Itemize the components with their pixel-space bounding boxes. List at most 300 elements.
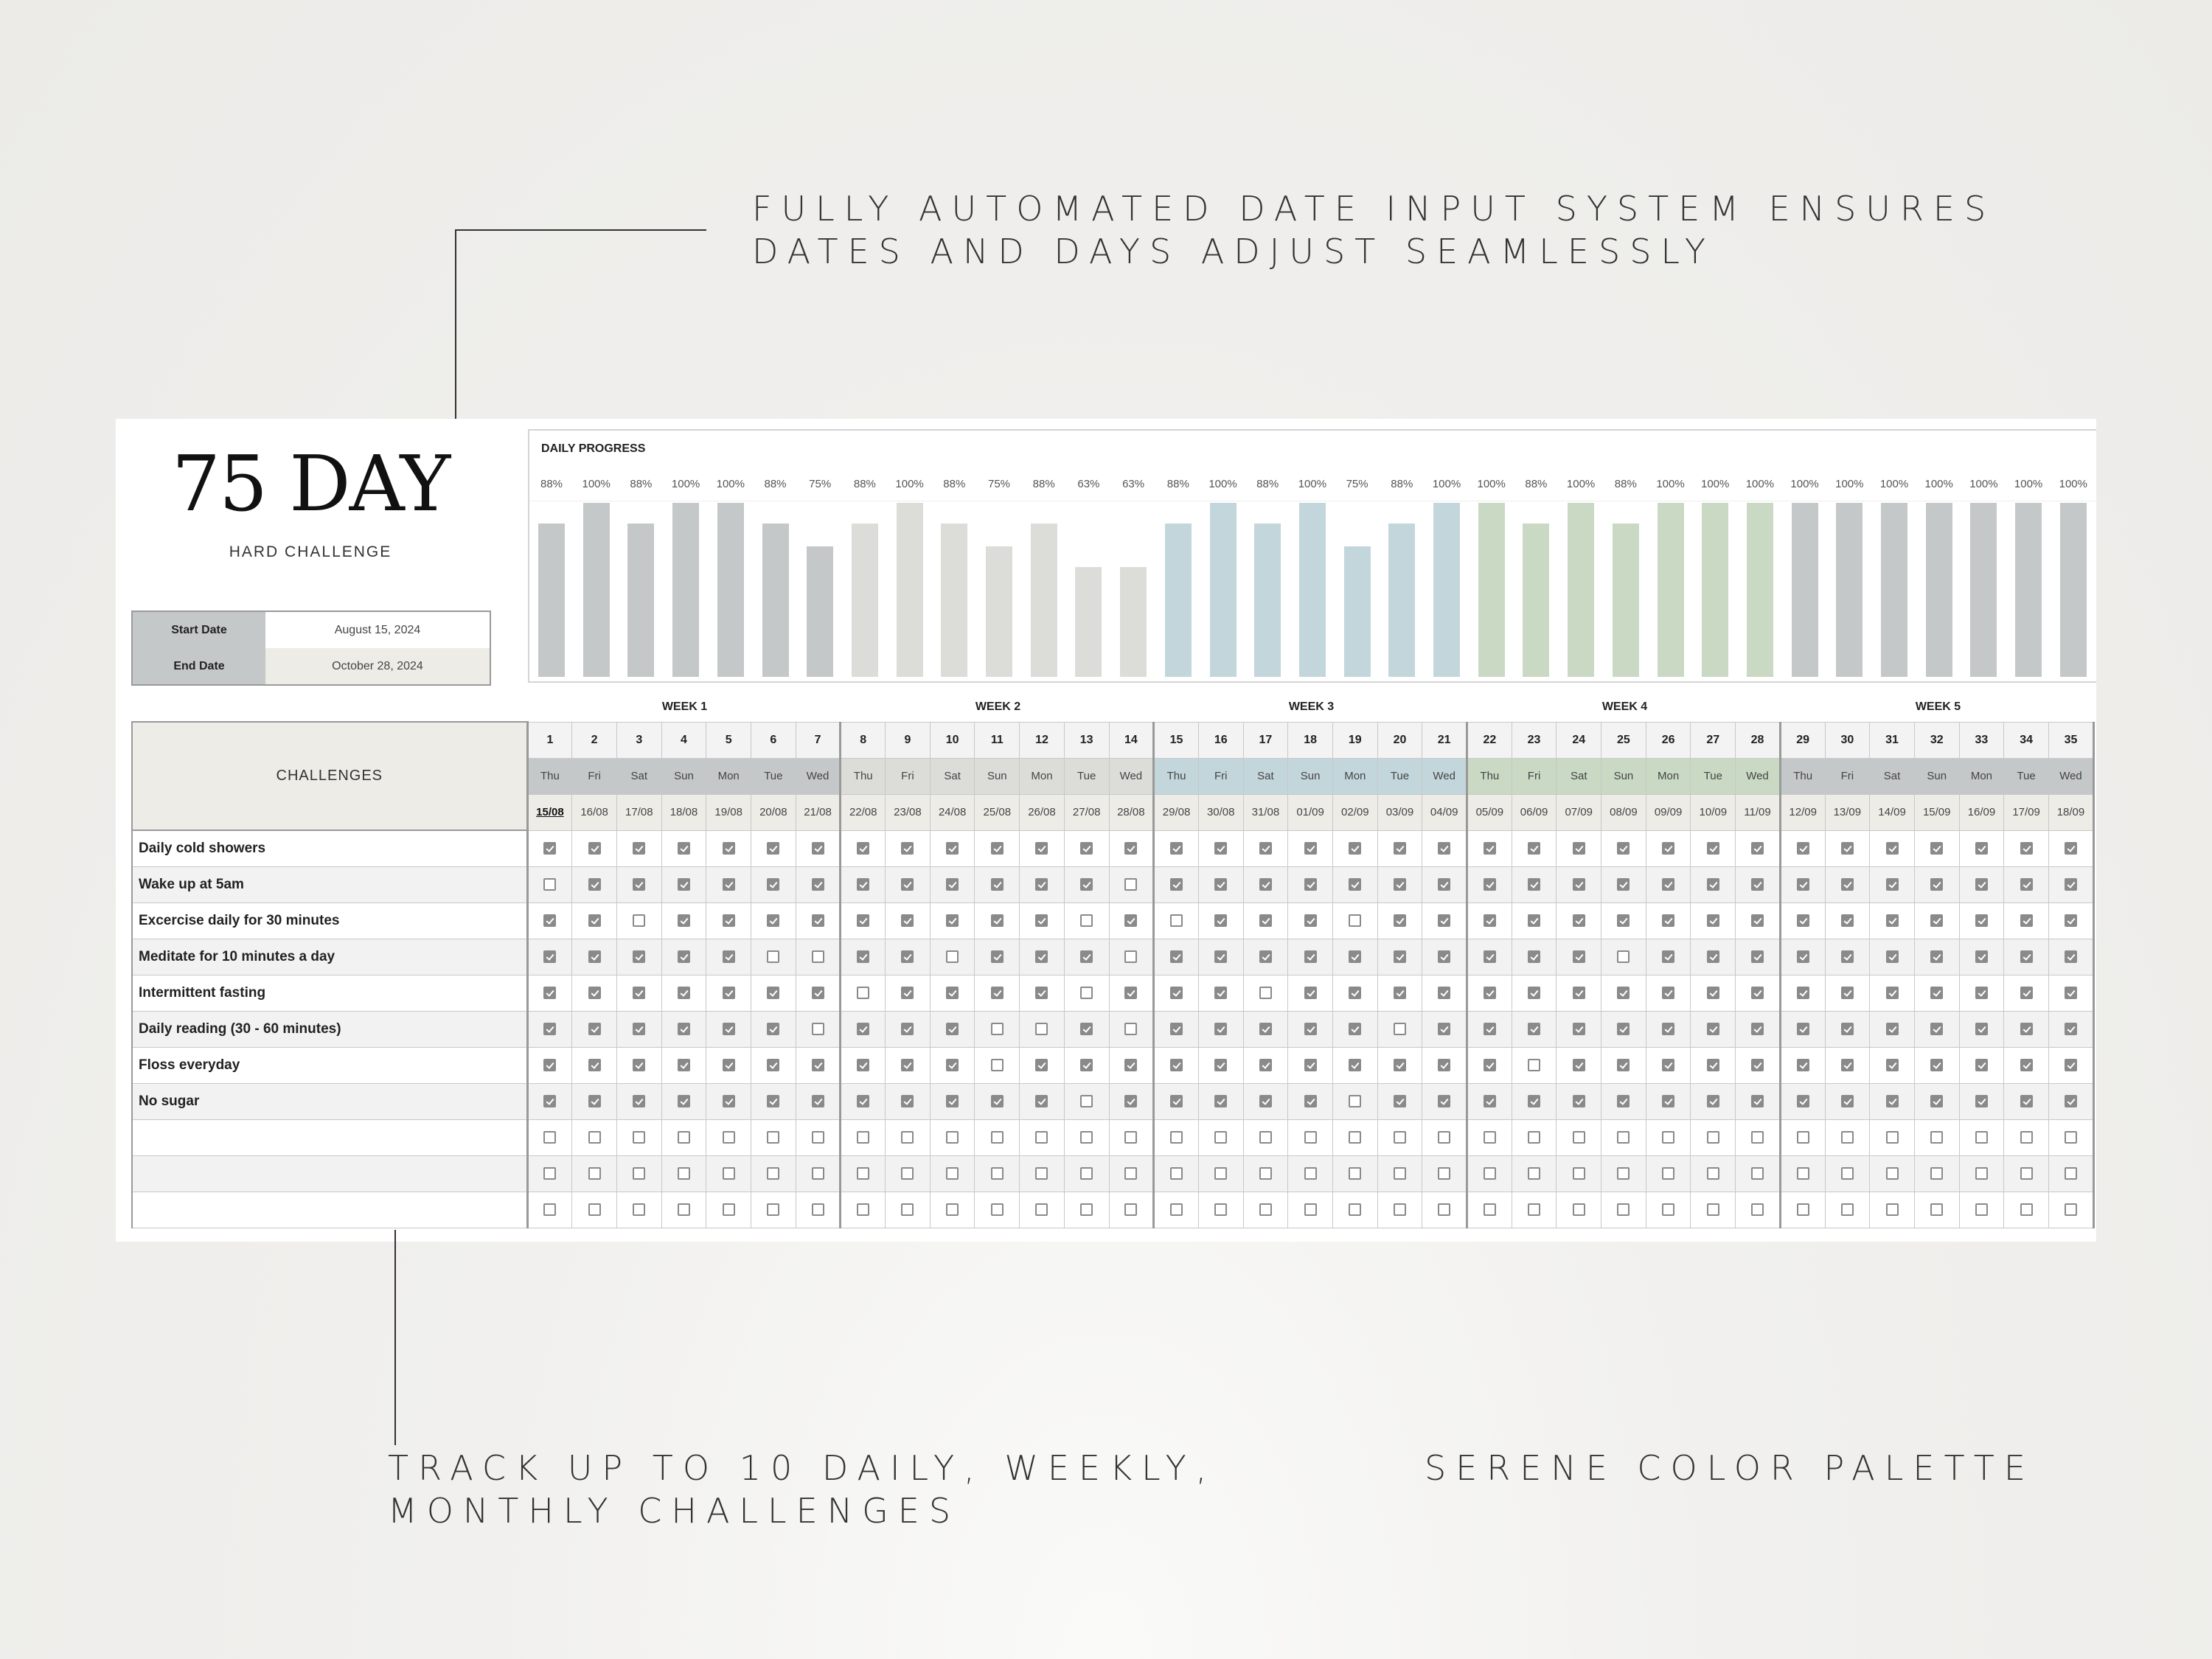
checkbox-checked[interactable]: [1662, 1059, 1674, 1071]
checkbox-checked[interactable]: [1528, 842, 1540, 855]
checkbox-checked[interactable]: [1751, 1059, 1764, 1071]
checkbox-checked[interactable]: [1438, 1095, 1450, 1107]
checkbox-checked[interactable]: [2065, 1023, 2077, 1035]
challenge-name[interactable]: Daily cold showers: [132, 830, 527, 867]
checkbox-checked[interactable]: [1975, 842, 1988, 855]
checkbox-checked[interactable]: [633, 1059, 645, 1071]
checkbox-unchecked[interactable]: [1124, 878, 1137, 891]
checkbox-unchecked[interactable]: [991, 1167, 1004, 1180]
checkbox-unchecked[interactable]: [1797, 1203, 1809, 1216]
checkbox-checked[interactable]: [723, 842, 735, 855]
checkbox-checked[interactable]: [1617, 1023, 1630, 1035]
checkbox-unchecked[interactable]: [1394, 1203, 1406, 1216]
checkbox-unchecked[interactable]: [1349, 914, 1361, 927]
checkbox-checked[interactable]: [588, 987, 601, 999]
checkbox-checked[interactable]: [1394, 878, 1406, 891]
checkbox-checked[interactable]: [1930, 914, 1943, 927]
checkbox-checked[interactable]: [543, 1023, 556, 1035]
checkbox-checked[interactable]: [2020, 842, 2033, 855]
checkbox-checked[interactable]: [543, 950, 556, 963]
checkbox-checked[interactable]: [1484, 1095, 1496, 1107]
checkbox-checked[interactable]: [1304, 842, 1317, 855]
checkbox-unchecked[interactable]: [1214, 1167, 1227, 1180]
checkbox-checked[interactable]: [543, 987, 556, 999]
checkbox-checked[interactable]: [1886, 1023, 1899, 1035]
checkbox-unchecked[interactable]: [1707, 1203, 1719, 1216]
checkbox-unchecked[interactable]: [1349, 1131, 1361, 1144]
checkbox-checked[interactable]: [991, 1095, 1004, 1107]
checkbox-checked[interactable]: [588, 878, 601, 891]
checkbox-checked[interactable]: [1304, 950, 1317, 963]
checkbox-checked[interactable]: [1617, 842, 1630, 855]
checkbox-checked[interactable]: [1797, 1059, 1809, 1071]
checkbox-unchecked[interactable]: [812, 1203, 824, 1216]
checkbox-checked[interactable]: [901, 878, 914, 891]
checkbox-checked[interactable]: [1751, 1023, 1764, 1035]
checkbox-checked[interactable]: [1259, 1059, 1272, 1071]
checkbox-unchecked[interactable]: [1930, 1167, 1943, 1180]
checkbox-unchecked[interactable]: [1080, 1203, 1093, 1216]
checkbox-checked[interactable]: [1349, 1059, 1361, 1071]
checkbox-unchecked[interactable]: [1975, 1131, 1988, 1144]
checkbox-checked[interactable]: [1930, 950, 1943, 963]
checkbox-checked[interactable]: [1438, 1059, 1450, 1071]
checkbox-unchecked[interactable]: [723, 1203, 735, 1216]
checkbox-unchecked[interactable]: [678, 1203, 690, 1216]
challenge-name[interactable]: Intermittent fasting: [132, 975, 527, 1012]
checkbox-unchecked[interactable]: [1349, 1095, 1361, 1107]
checkbox-unchecked[interactable]: [1751, 1203, 1764, 1216]
checkbox-checked[interactable]: [1214, 1023, 1227, 1035]
checkbox-checked[interactable]: [946, 1095, 959, 1107]
checkbox-checked[interactable]: [1573, 914, 1585, 927]
checkbox-checked[interactable]: [946, 914, 959, 927]
checkbox-unchecked[interactable]: [812, 1131, 824, 1144]
checkbox-checked[interactable]: [1662, 878, 1674, 891]
checkbox-checked[interactable]: [1170, 950, 1183, 963]
checkbox-checked[interactable]: [543, 1095, 556, 1107]
checkbox-checked[interactable]: [1841, 1095, 1854, 1107]
checkbox-unchecked[interactable]: [1528, 1167, 1540, 1180]
checkbox-checked[interactable]: [1797, 950, 1809, 963]
checkbox-checked[interactable]: [1886, 914, 1899, 927]
checkbox-unchecked[interactable]: [1035, 1203, 1048, 1216]
checkbox-checked[interactable]: [1975, 1023, 1988, 1035]
checkbox-checked[interactable]: [1841, 878, 1854, 891]
checkbox-checked[interactable]: [1035, 950, 1048, 963]
checkbox-unchecked[interactable]: [1394, 1131, 1406, 1144]
checkbox-checked[interactable]: [1707, 950, 1719, 963]
checkbox-checked[interactable]: [1214, 950, 1227, 963]
checkbox-checked[interactable]: [1304, 1095, 1317, 1107]
checkbox-checked[interactable]: [723, 914, 735, 927]
checkbox-checked[interactable]: [1751, 878, 1764, 891]
checkbox-checked[interactable]: [1573, 987, 1585, 999]
checkbox-checked[interactable]: [1035, 1095, 1048, 1107]
checkbox-unchecked[interactable]: [1617, 1203, 1630, 1216]
checkbox-unchecked[interactable]: [1484, 1131, 1496, 1144]
checkbox-checked[interactable]: [1617, 1059, 1630, 1071]
checkbox-unchecked[interactable]: [901, 1131, 914, 1144]
checkbox-checked[interactable]: [2020, 950, 2033, 963]
challenge-name[interactable]: Excercise daily for 30 minutes: [132, 903, 527, 939]
challenge-name[interactable]: No sugar: [132, 1084, 527, 1120]
checkbox-unchecked[interactable]: [1438, 1167, 1450, 1180]
checkbox-unchecked[interactable]: [1975, 1203, 1988, 1216]
checkbox-checked[interactable]: [1975, 914, 1988, 927]
checkbox-unchecked[interactable]: [1930, 1131, 1943, 1144]
checkbox-unchecked[interactable]: [2020, 1167, 2033, 1180]
checkbox-unchecked[interactable]: [1080, 1095, 1093, 1107]
checkbox-checked[interactable]: [633, 842, 645, 855]
checkbox-checked[interactable]: [901, 950, 914, 963]
checkbox-checked[interactable]: [2065, 1095, 2077, 1107]
checkbox-checked[interactable]: [1841, 950, 1854, 963]
checkbox-checked[interactable]: [2020, 1059, 2033, 1071]
checkbox-checked[interactable]: [901, 1059, 914, 1071]
checkbox-unchecked[interactable]: [2020, 1203, 2033, 1216]
checkbox-checked[interactable]: [1394, 950, 1406, 963]
checkbox-unchecked[interactable]: [1035, 1167, 1048, 1180]
checkbox-checked[interactable]: [1124, 842, 1137, 855]
checkbox-unchecked[interactable]: [543, 878, 556, 891]
checkbox-unchecked[interactable]: [1349, 1167, 1361, 1180]
checkbox-checked[interactable]: [1797, 1023, 1809, 1035]
checkbox-unchecked[interactable]: [1170, 1167, 1183, 1180]
checkbox-checked[interactable]: [2065, 878, 2077, 891]
checkbox-checked[interactable]: [633, 878, 645, 891]
checkbox-checked[interactable]: [1841, 1059, 1854, 1071]
checkbox-checked[interactable]: [1573, 1095, 1585, 1107]
checkbox-checked[interactable]: [588, 842, 601, 855]
checkbox-checked[interactable]: [1035, 878, 1048, 891]
checkbox-checked[interactable]: [1797, 842, 1809, 855]
checkbox-checked[interactable]: [1707, 1059, 1719, 1071]
checkbox-unchecked[interactable]: [1841, 1131, 1854, 1144]
checkbox-unchecked[interactable]: [767, 1167, 779, 1180]
checkbox-unchecked[interactable]: [1035, 1023, 1048, 1035]
checkbox-unchecked[interactable]: [1886, 1203, 1899, 1216]
checkbox-checked[interactable]: [767, 914, 779, 927]
checkbox-checked[interactable]: [2020, 878, 2033, 891]
checkbox-checked[interactable]: [543, 1059, 556, 1071]
checkbox-unchecked[interactable]: [588, 1203, 601, 1216]
checkbox-unchecked[interactable]: [2065, 1167, 2077, 1180]
checkbox-checked[interactable]: [857, 1059, 869, 1071]
checkbox-checked[interactable]: [1707, 878, 1719, 891]
checkbox-checked[interactable]: [588, 1023, 601, 1035]
checkbox-unchecked[interactable]: [1930, 1203, 1943, 1216]
checkbox-checked[interactable]: [2065, 1059, 2077, 1071]
checkbox-checked[interactable]: [1080, 842, 1093, 855]
checkbox-checked[interactable]: [1035, 1059, 1048, 1071]
checkbox-unchecked[interactable]: [633, 1131, 645, 1144]
checkbox-checked[interactable]: [1438, 950, 1450, 963]
checkbox-unchecked[interactable]: [1438, 1131, 1450, 1144]
checkbox-checked[interactable]: [1662, 987, 1674, 999]
checkbox-checked[interactable]: [1484, 987, 1496, 999]
checkbox-checked[interactable]: [1124, 1059, 1137, 1071]
checkbox-checked[interactable]: [1304, 1059, 1317, 1071]
checkbox-checked[interactable]: [1259, 914, 1272, 927]
checkbox-checked[interactable]: [812, 1059, 824, 1071]
checkbox-checked[interactable]: [1662, 1023, 1674, 1035]
checkbox-unchecked[interactable]: [1617, 950, 1630, 963]
checkbox-unchecked[interactable]: [812, 1023, 824, 1035]
checkbox-checked[interactable]: [1170, 878, 1183, 891]
checkbox-checked[interactable]: [1080, 1023, 1093, 1035]
checkbox-checked[interactable]: [1484, 842, 1496, 855]
checkbox-checked[interactable]: [991, 878, 1004, 891]
checkbox-unchecked[interactable]: [2065, 1203, 2077, 1216]
checkbox-checked[interactable]: [1484, 878, 1496, 891]
checkbox-unchecked[interactable]: [588, 1131, 601, 1144]
checkbox-checked[interactable]: [1707, 1023, 1719, 1035]
checkbox-unchecked[interactable]: [678, 1131, 690, 1144]
challenge-name[interactable]: [132, 1156, 527, 1192]
checkbox-checked[interactable]: [1573, 842, 1585, 855]
checkbox-unchecked[interactable]: [1484, 1203, 1496, 1216]
checkbox-unchecked[interactable]: [1035, 1131, 1048, 1144]
checkbox-unchecked[interactable]: [1662, 1167, 1674, 1180]
checkbox-checked[interactable]: [678, 842, 690, 855]
checkbox-checked[interactable]: [1797, 987, 1809, 999]
checkbox-checked[interactable]: [1528, 950, 1540, 963]
challenge-name[interactable]: Daily reading (30 - 60 minutes): [132, 1012, 527, 1048]
checkbox-unchecked[interactable]: [1484, 1167, 1496, 1180]
checkbox-checked[interactable]: [1841, 1023, 1854, 1035]
checkbox-unchecked[interactable]: [678, 1167, 690, 1180]
checkbox-checked[interactable]: [1438, 878, 1450, 891]
checkbox-checked[interactable]: [723, 1023, 735, 1035]
checkbox-checked[interactable]: [901, 1095, 914, 1107]
checkbox-checked[interactable]: [1349, 950, 1361, 963]
checkbox-checked[interactable]: [1751, 987, 1764, 999]
checkbox-checked[interactable]: [812, 842, 824, 855]
checkbox-checked[interactable]: [857, 1095, 869, 1107]
checkbox-checked[interactable]: [1975, 878, 1988, 891]
checkbox-unchecked[interactable]: [1080, 1131, 1093, 1144]
checkbox-checked[interactable]: [723, 987, 735, 999]
checkbox-checked[interactable]: [1124, 987, 1137, 999]
checkbox-unchecked[interactable]: [1751, 1131, 1764, 1144]
checkbox-unchecked[interactable]: [723, 1167, 735, 1180]
checkbox-checked[interactable]: [857, 914, 869, 927]
checkbox-checked[interactable]: [1930, 1059, 1943, 1071]
checkbox-checked[interactable]: [1035, 842, 1048, 855]
checkbox-checked[interactable]: [1930, 842, 1943, 855]
checkbox-unchecked[interactable]: [1797, 1167, 1809, 1180]
checkbox-checked[interactable]: [767, 1059, 779, 1071]
checkbox-checked[interactable]: [1662, 1095, 1674, 1107]
checkbox-unchecked[interactable]: [1841, 1203, 1854, 1216]
challenge-name[interactable]: Floss everyday: [132, 1048, 527, 1084]
checkbox-unchecked[interactable]: [901, 1203, 914, 1216]
checkbox-unchecked[interactable]: [1573, 1203, 1585, 1216]
checkbox-checked[interactable]: [1886, 842, 1899, 855]
checkbox-unchecked[interactable]: [1170, 914, 1183, 927]
checkbox-checked[interactable]: [1930, 1095, 1943, 1107]
checkbox-checked[interactable]: [2065, 987, 2077, 999]
checkbox-unchecked[interactable]: [1707, 1167, 1719, 1180]
checkbox-checked[interactable]: [723, 1059, 735, 1071]
checkbox-checked[interactable]: [633, 1095, 645, 1107]
checkbox-unchecked[interactable]: [1886, 1167, 1899, 1180]
checkbox-checked[interactable]: [1975, 987, 1988, 999]
checkbox-checked[interactable]: [1214, 878, 1227, 891]
checkbox-checked[interactable]: [991, 914, 1004, 927]
checkbox-unchecked[interactable]: [1886, 1131, 1899, 1144]
checkbox-unchecked[interactable]: [1080, 1167, 1093, 1180]
checkbox-checked[interactable]: [1528, 1095, 1540, 1107]
checkbox-checked[interactable]: [1304, 914, 1317, 927]
checkbox-checked[interactable]: [543, 842, 556, 855]
checkbox-unchecked[interactable]: [857, 987, 869, 999]
checkbox-checked[interactable]: [1662, 914, 1674, 927]
checkbox-checked[interactable]: [1259, 1023, 1272, 1035]
checkbox-checked[interactable]: [1484, 950, 1496, 963]
checkbox-checked[interactable]: [1617, 914, 1630, 927]
checkbox-checked[interactable]: [1930, 878, 1943, 891]
checkbox-unchecked[interactable]: [991, 1131, 1004, 1144]
checkbox-checked[interactable]: [1170, 1095, 1183, 1107]
checkbox-checked[interactable]: [946, 842, 959, 855]
checkbox-checked[interactable]: [1214, 987, 1227, 999]
checkbox-checked[interactable]: [1349, 1023, 1361, 1035]
checkbox-checked[interactable]: [1975, 1059, 1988, 1071]
checkbox-checked[interactable]: [1617, 878, 1630, 891]
checkbox-checked[interactable]: [991, 842, 1004, 855]
checkbox-unchecked[interactable]: [1751, 1167, 1764, 1180]
checkbox-checked[interactable]: [1394, 842, 1406, 855]
checkbox-unchecked[interactable]: [767, 1131, 779, 1144]
checkbox-checked[interactable]: [1394, 1059, 1406, 1071]
checkbox-checked[interactable]: [723, 878, 735, 891]
checkbox-checked[interactable]: [1124, 1095, 1137, 1107]
checkbox-unchecked[interactable]: [1573, 1131, 1585, 1144]
checkbox-unchecked[interactable]: [1124, 1023, 1137, 1035]
checkbox-checked[interactable]: [1930, 987, 1943, 999]
checkbox-checked[interactable]: [1797, 914, 1809, 927]
checkbox-unchecked[interactable]: [946, 1167, 959, 1180]
checkbox-unchecked[interactable]: [946, 1203, 959, 1216]
checkbox-unchecked[interactable]: [857, 1131, 869, 1144]
checkbox-unchecked[interactable]: [588, 1167, 601, 1180]
checkbox-checked[interactable]: [812, 987, 824, 999]
checkbox-checked[interactable]: [1841, 987, 1854, 999]
checkbox-unchecked[interactable]: [723, 1131, 735, 1144]
checkbox-checked[interactable]: [1170, 1023, 1183, 1035]
checkbox-checked[interactable]: [1394, 987, 1406, 999]
checkbox-unchecked[interactable]: [633, 914, 645, 927]
checkbox-unchecked[interactable]: [1528, 1203, 1540, 1216]
checkbox-checked[interactable]: [1528, 878, 1540, 891]
checkbox-checked[interactable]: [1438, 987, 1450, 999]
checkbox-unchecked[interactable]: [1573, 1167, 1585, 1180]
checkbox-checked[interactable]: [1528, 914, 1540, 927]
checkbox-checked[interactable]: [2020, 1023, 2033, 1035]
checkbox-unchecked[interactable]: [1259, 1167, 1272, 1180]
checkbox-checked[interactable]: [1349, 987, 1361, 999]
checkbox-unchecked[interactable]: [1841, 1167, 1854, 1180]
checkbox-unchecked[interactable]: [1124, 1167, 1137, 1180]
start-date-field[interactable]: August 15, 2024: [334, 623, 421, 636]
checkbox-checked[interactable]: [946, 1023, 959, 1035]
checkbox-checked[interactable]: [767, 878, 779, 891]
checkbox-checked[interactable]: [1214, 914, 1227, 927]
checkbox-unchecked[interactable]: [1707, 1131, 1719, 1144]
checkbox-checked[interactable]: [678, 987, 690, 999]
checkbox-checked[interactable]: [1886, 1059, 1899, 1071]
checkbox-checked[interactable]: [588, 914, 601, 927]
challenge-name[interactable]: Wake up at 5am: [132, 867, 527, 903]
checkbox-checked[interactable]: [1573, 878, 1585, 891]
checkbox-checked[interactable]: [1214, 1059, 1227, 1071]
checkbox-unchecked[interactable]: [1975, 1167, 1988, 1180]
checkbox-checked[interactable]: [1797, 1095, 1809, 1107]
checkbox-checked[interactable]: [1662, 950, 1674, 963]
checkbox-checked[interactable]: [1797, 878, 1809, 891]
checkbox-checked[interactable]: [1930, 1023, 1943, 1035]
checkbox-unchecked[interactable]: [1124, 1203, 1137, 1216]
checkbox-checked[interactable]: [1035, 987, 1048, 999]
checkbox-checked[interactable]: [2020, 987, 2033, 999]
checkbox-checked[interactable]: [678, 1059, 690, 1071]
checkbox-checked[interactable]: [1707, 914, 1719, 927]
checkbox-checked[interactable]: [2065, 842, 2077, 855]
checkbox-checked[interactable]: [1484, 914, 1496, 927]
checkbox-checked[interactable]: [1349, 878, 1361, 891]
checkbox-checked[interactable]: [1707, 987, 1719, 999]
checkbox-unchecked[interactable]: [633, 1167, 645, 1180]
checkbox-checked[interactable]: [991, 987, 1004, 999]
checkbox-checked[interactable]: [588, 950, 601, 963]
checkbox-unchecked[interactable]: [991, 1023, 1004, 1035]
checkbox-checked[interactable]: [1886, 878, 1899, 891]
checkbox-checked[interactable]: [1438, 1023, 1450, 1035]
checkbox-unchecked[interactable]: [946, 950, 959, 963]
checkbox-checked[interactable]: [1170, 1059, 1183, 1071]
checkbox-checked[interactable]: [767, 1095, 779, 1107]
checkbox-unchecked[interactable]: [1797, 1131, 1809, 1144]
checkbox-unchecked[interactable]: [1304, 1167, 1317, 1180]
checkbox-checked[interactable]: [1214, 1095, 1227, 1107]
checkbox-unchecked[interactable]: [991, 1059, 1004, 1071]
checkbox-checked[interactable]: [2065, 914, 2077, 927]
checkbox-unchecked[interactable]: [1528, 1059, 1540, 1071]
checkbox-checked[interactable]: [1707, 842, 1719, 855]
checkbox-checked[interactable]: [857, 950, 869, 963]
challenge-name[interactable]: [132, 1192, 527, 1228]
checkbox-checked[interactable]: [1484, 1023, 1496, 1035]
checkbox-unchecked[interactable]: [543, 1203, 556, 1216]
checkbox-checked[interactable]: [857, 1023, 869, 1035]
checkbox-unchecked[interactable]: [2065, 1131, 2077, 1144]
checkbox-checked[interactable]: [1124, 914, 1137, 927]
checkbox-checked[interactable]: [1304, 987, 1317, 999]
checkbox-checked[interactable]: [1751, 914, 1764, 927]
checkbox-unchecked[interactable]: [1394, 1167, 1406, 1180]
checkbox-checked[interactable]: [1528, 987, 1540, 999]
checkbox-checked[interactable]: [2020, 914, 2033, 927]
checkbox-checked[interactable]: [1886, 1095, 1899, 1107]
checkbox-checked[interactable]: [812, 878, 824, 891]
checkbox-checked[interactable]: [1259, 842, 1272, 855]
checkbox-checked[interactable]: [1304, 1023, 1317, 1035]
checkbox-checked[interactable]: [2065, 950, 2077, 963]
checkbox-unchecked[interactable]: [946, 1131, 959, 1144]
checkbox-unchecked[interactable]: [1304, 1203, 1317, 1216]
